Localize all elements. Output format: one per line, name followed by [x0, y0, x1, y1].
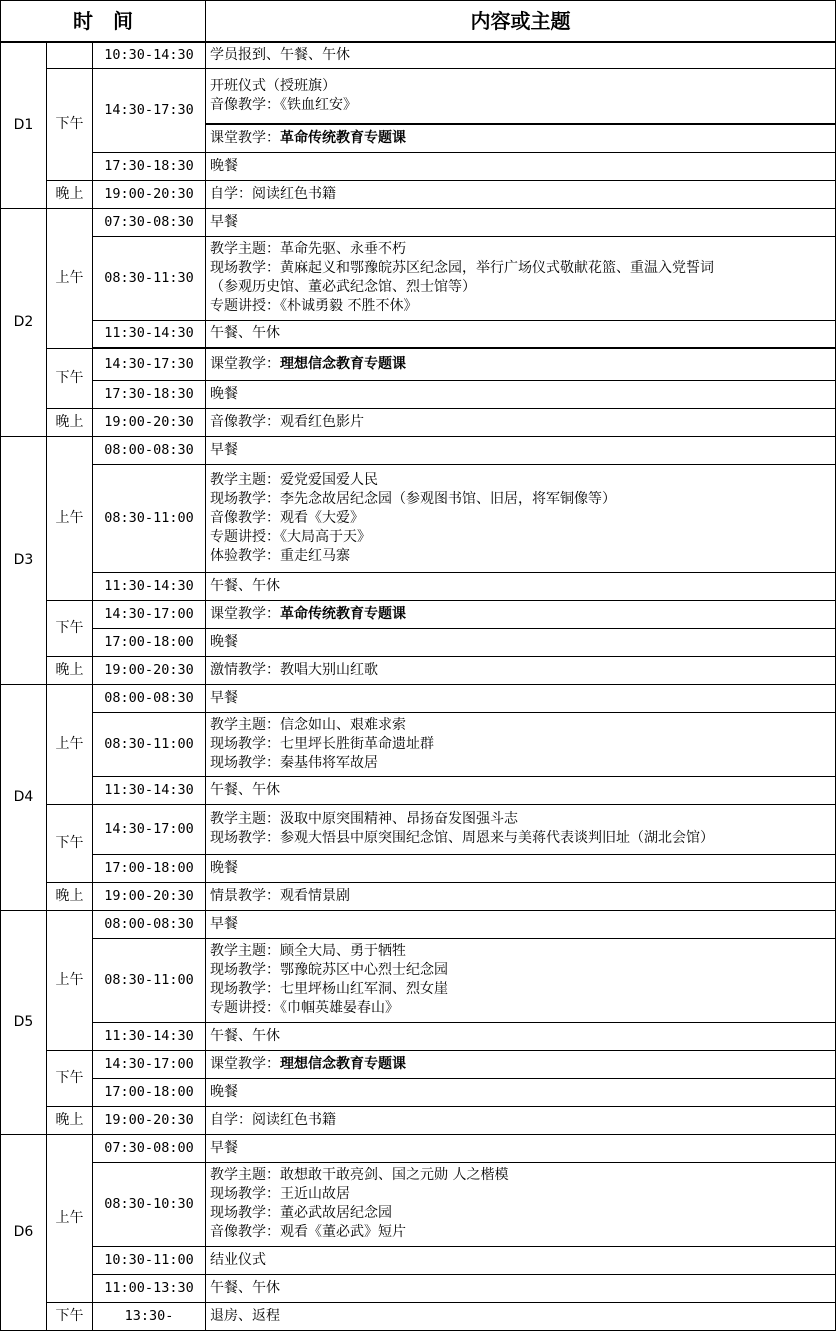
activity-text: 学员报到、午餐、午休 [210, 46, 351, 63]
period-label: 上午 [47, 910, 93, 1050]
time-slot: 19:00-20:30 [93, 408, 206, 436]
activity-content [206, 1050, 836, 1078]
period-label: 上午 [47, 208, 93, 348]
period-label: 上午 [47, 684, 93, 804]
activity-text: 专题讲授：《朴诚勇毅 不胜不休》 [210, 298, 418, 314]
course-title: 革命传统教育专题课 [280, 129, 407, 146]
time-slot: 11:30-14:30 [93, 572, 206, 600]
activity-content [206, 1302, 836, 1330]
period-label: 晚上 [47, 1106, 93, 1134]
activity-text: 情景教学：观看情景剧 [210, 887, 351, 904]
activity-line [210, 1307, 831, 1326]
time-slot: 13:30- [93, 1302, 206, 1330]
activity-content [206, 124, 836, 152]
activity-line [210, 509, 831, 528]
time-slot: 19:00-20:30 [93, 180, 206, 208]
header-time: 时 间 [1, 1, 206, 43]
day-label: D6 [1, 1134, 47, 1330]
activity-line [210, 859, 831, 878]
activity-text: 现场教学：七里坪杨山红军洞、烈女崖 [210, 981, 449, 997]
time-slot: 10:30-14:30 [93, 42, 206, 68]
activity-content [206, 208, 836, 236]
schedule-row [1, 776, 836, 804]
activity-text: 音像教学：《铁血红安》 [210, 96, 358, 113]
header-row [1, 1, 836, 43]
schedule-row [1, 408, 836, 436]
activity-line [210, 355, 831, 374]
activity-line [210, 810, 831, 829]
time-slot: 19:00-20:30 [93, 656, 206, 684]
time-slot: 08:30-10:30 [93, 1162, 206, 1246]
activity-text: 课堂教学： [210, 129, 281, 146]
activity-line [210, 735, 831, 754]
activity-line [210, 385, 831, 404]
period-label [47, 42, 93, 68]
schedule-row [1, 180, 836, 208]
activity-line [210, 185, 831, 204]
activity-content [206, 464, 836, 572]
schedule-row [1, 152, 836, 180]
schedule-row [1, 208, 836, 236]
schedule-row [1, 1050, 836, 1078]
activity-text: 现场教学：董必武故居纪念园 [210, 1205, 393, 1221]
activity-text: 现场教学：鄂豫皖苏区中心烈士纪念园 [210, 962, 449, 978]
activity-content [206, 320, 836, 348]
activity-text: 课堂教学： [210, 605, 281, 622]
schedule-row [1, 1106, 836, 1134]
activity-text: 音像教学：观看红色影片 [210, 413, 365, 430]
activity-line [210, 77, 831, 96]
activity-text: 午餐、午休 [210, 1279, 281, 1296]
activity-line [210, 490, 831, 509]
activity-line [210, 471, 831, 490]
activity-text: 课堂教学： [210, 1055, 281, 1072]
activity-content [206, 804, 836, 854]
activity-content [206, 776, 836, 804]
time-slot: 17:00-18:00 [93, 1078, 206, 1106]
activity-line [210, 441, 831, 460]
activity-content [206, 42, 836, 68]
schedule-row [1, 804, 836, 854]
activity-line [210, 1166, 831, 1185]
schedule-row [1, 1162, 836, 1246]
activity-content [206, 1246, 836, 1274]
activity-line [210, 633, 831, 652]
schedule-row [1, 68, 836, 124]
day-label: D1 [1, 42, 47, 208]
activity-content [206, 854, 836, 882]
time-slot: 14:30-17:00 [93, 804, 206, 854]
schedule-row [1, 42, 836, 68]
activity-text: 晚餐 [210, 1083, 239, 1100]
activity-line [210, 1223, 831, 1242]
time-slot: 07:30-08:00 [93, 1134, 206, 1162]
activity-text: 早餐 [210, 441, 239, 458]
header-content: 内容或主题 [206, 1, 836, 43]
time-slot: 08:00-08:30 [93, 436, 206, 464]
day-label: D4 [1, 684, 47, 910]
time-slot: 11:30-14:30 [93, 1022, 206, 1050]
activity-line [210, 1027, 831, 1046]
activity-text: 午餐、午休 [210, 781, 281, 798]
day-label: D2 [1, 208, 47, 436]
activity-line [210, 157, 831, 176]
schedule-row [1, 656, 836, 684]
activity-text: 现场教学：秦基伟将军故居 [210, 754, 379, 771]
activity-text: 晚餐 [210, 385, 239, 402]
time-slot: 17:30-18:30 [93, 380, 206, 408]
time-slot: 11:30-14:30 [93, 776, 206, 804]
activity-text: 早餐 [210, 689, 239, 706]
activity-content [206, 712, 836, 776]
time-slot: 14:30-17:00 [93, 1050, 206, 1078]
time-slot: 07:30-08:30 [93, 208, 206, 236]
schedule-row [1, 854, 836, 882]
activity-text: 结业仪式 [210, 1251, 267, 1268]
activity-content [206, 938, 836, 1022]
activity-line [210, 129, 831, 148]
schedule-row [1, 464, 836, 572]
activity-line [210, 605, 831, 624]
activity-content [206, 68, 836, 124]
schedule-row [1, 572, 836, 600]
schedule-row [1, 1078, 836, 1106]
activity-text: 开班仪式（授班旗） [210, 77, 337, 94]
time-slot: 14:30-17:00 [93, 600, 206, 628]
schedule-row [1, 436, 836, 464]
activity-line [210, 1185, 831, 1204]
activity-line [210, 259, 831, 278]
activity-line [210, 716, 831, 735]
period-label: 下午 [47, 600, 93, 656]
activity-line [210, 1251, 831, 1270]
activity-text: 自学：阅读红色书籍 [210, 1111, 337, 1128]
activity-text: 激情教学：教唱大别山红歌 [210, 661, 379, 678]
period-label: 下午 [47, 348, 93, 408]
activity-text: 教学主题：汲取中原突围精神、昂扬奋发图强斗志 [210, 811, 519, 827]
activity-content [206, 380, 836, 408]
activity-line [210, 961, 831, 980]
time-slot: 10:30-11:00 [93, 1246, 206, 1274]
activity-text: 教学主题：信念如山、艰难求索 [210, 716, 407, 733]
activity-line [210, 213, 831, 232]
period-label: 晚上 [47, 656, 93, 684]
activity-content [206, 910, 836, 938]
activity-text: 午餐、午休 [210, 577, 281, 594]
schedule-row [1, 1302, 836, 1330]
activity-text: 现场教学：参观大悟县中原突围纪念馆、周恩来与美蒋代表谈判旧址（湖北会馆） [210, 830, 715, 846]
activity-line [210, 1279, 831, 1298]
activity-line [210, 297, 831, 316]
activity-text: 教学主题：敢想敢干敢亮剑、国之元勋 人之楷模 [210, 1167, 509, 1183]
schedule-row [1, 380, 836, 408]
activity-content [206, 1106, 836, 1134]
period-label: 下午 [47, 1302, 93, 1330]
activity-text: 午餐、午休 [210, 325, 281, 342]
activity-text: 午餐、午休 [210, 1027, 281, 1044]
time-slot: 14:30-17:30 [93, 68, 206, 152]
activity-content [206, 152, 836, 180]
activity-text: （参观历史馆、董必武纪念馆、烈士馆等） [210, 279, 477, 295]
activity-line [210, 915, 831, 934]
course-title: 理想信念教育专题课 [280, 355, 407, 372]
schedule-row [1, 882, 836, 910]
activity-line [210, 942, 831, 961]
schedule-row [1, 938, 836, 1022]
activity-content [206, 1134, 836, 1162]
activity-text: 音像教学：观看《董必武》短片 [210, 1224, 407, 1240]
activity-text: 教学主题：革命先驱、永垂不朽 [210, 241, 407, 257]
time-slot: 19:00-20:30 [93, 1106, 206, 1134]
schedule-body [1, 42, 836, 1330]
activity-text: 专题讲授：《大局高于天》 [210, 528, 372, 545]
period-label: 晚上 [47, 882, 93, 910]
activity-line [210, 278, 831, 297]
activity-content [206, 600, 836, 628]
activity-text: 早餐 [210, 915, 239, 932]
activity-line [210, 528, 831, 547]
time-slot: 17:00-18:00 [93, 854, 206, 882]
activity-line [210, 1111, 831, 1130]
activity-content [206, 436, 836, 464]
schedule-row [1, 348, 836, 380]
time-slot: 08:30-11:00 [93, 464, 206, 572]
activity-text: 晚餐 [210, 633, 239, 650]
schedule-row [1, 1246, 836, 1274]
activity-content [206, 1162, 836, 1246]
period-label: 晚上 [47, 180, 93, 208]
activity-line [210, 1083, 831, 1102]
schedule-row [1, 1022, 836, 1050]
schedule-row [1, 684, 836, 712]
activity-line [210, 413, 831, 432]
activity-line [210, 240, 831, 259]
schedule-row [1, 1134, 836, 1162]
activity-line [210, 999, 831, 1018]
activity-line [210, 324, 831, 343]
activity-text: 音像教学：观看《大爱》 [210, 509, 365, 526]
activity-line [210, 547, 831, 566]
activity-text: 晚餐 [210, 157, 239, 174]
activity-line [210, 829, 831, 848]
schedule-row [1, 320, 836, 348]
schedule-row [1, 910, 836, 938]
activity-line [210, 1055, 831, 1074]
activity-content [206, 1078, 836, 1106]
activity-text: 现场教学：李先念故居纪念园（参观图书馆、旧居，将军铜像等） [210, 490, 617, 507]
activity-text: 晚餐 [210, 859, 239, 876]
period-label: 下午 [47, 1050, 93, 1106]
activity-text: 现场教学：七里坪长胜街革命遗址群 [210, 735, 435, 752]
period-label: 晚上 [47, 408, 93, 436]
activity-text: 早餐 [210, 213, 239, 230]
activity-line [210, 46, 831, 65]
activity-line [210, 577, 831, 596]
activity-text: 退房、返程 [210, 1307, 281, 1324]
activity-text: 自学：阅读红色书籍 [210, 185, 337, 202]
period-label: 下午 [47, 804, 93, 882]
time-slot: 08:00-08:30 [93, 684, 206, 712]
activity-line [210, 887, 831, 906]
time-slot: 08:30-11:00 [93, 938, 206, 1022]
time-slot: 14:30-17:30 [93, 348, 206, 380]
activity-text: 专题讲授：《巾帼英雄晏春山》 [210, 1000, 400, 1016]
period-label: 上午 [47, 1134, 93, 1302]
activity-line [210, 661, 831, 680]
activity-line [210, 980, 831, 999]
activity-content [206, 628, 836, 656]
activity-line [210, 781, 831, 800]
activity-content [206, 180, 836, 208]
time-slot: 11:30-14:30 [93, 320, 206, 348]
activity-content [206, 236, 836, 320]
course-title: 理想信念教育专题课 [280, 1055, 407, 1072]
activity-content [206, 572, 836, 600]
activity-line [210, 96, 831, 115]
activity-line [210, 754, 831, 773]
activity-content [206, 408, 836, 436]
schedule-row [1, 628, 836, 656]
activity-content [206, 882, 836, 910]
activity-text: 教学主题：爱党爱国爱人民 [210, 471, 379, 488]
activity-text: 课堂教学： [210, 355, 281, 372]
activity-text: 体验教学：重走红马寨 [210, 547, 351, 564]
activity-text: 早餐 [210, 1139, 239, 1156]
schedule-row [1, 600, 836, 628]
activity-content [206, 348, 836, 380]
period-label: 下午 [47, 68, 93, 180]
time-slot: 08:00-08:30 [93, 910, 206, 938]
activity-text: 教学主题：顾全大局、勇于牺牲 [210, 943, 407, 959]
time-slot: 17:30-18:30 [93, 152, 206, 180]
activity-line [210, 1204, 831, 1223]
day-label: D3 [1, 436, 47, 684]
activity-content [206, 1022, 836, 1050]
day-label: D5 [1, 910, 47, 1134]
time-slot: 11:00-13:30 [93, 1274, 206, 1302]
activity-text: 现场教学：王近山故居 [210, 1186, 351, 1202]
time-slot: 17:00-18:00 [93, 628, 206, 656]
schedule-row [1, 712, 836, 776]
activity-content [206, 1274, 836, 1302]
schedule-row [1, 236, 836, 320]
activity-line [210, 689, 831, 708]
period-label: 上午 [47, 436, 93, 600]
activity-text: 现场教学：黄麻起义和鄂豫皖苏区纪念园，举行广场仪式敬献花篮、重温入党誓词 [210, 260, 715, 276]
activity-content [206, 656, 836, 684]
schedule-row [1, 1274, 836, 1302]
activity-line [210, 1139, 831, 1158]
time-slot: 08:30-11:30 [93, 236, 206, 320]
activity-content [206, 684, 836, 712]
course-title: 革命传统教育专题课 [280, 605, 407, 622]
time-slot: 08:30-11:00 [93, 712, 206, 776]
time-slot: 19:00-20:30 [93, 882, 206, 910]
